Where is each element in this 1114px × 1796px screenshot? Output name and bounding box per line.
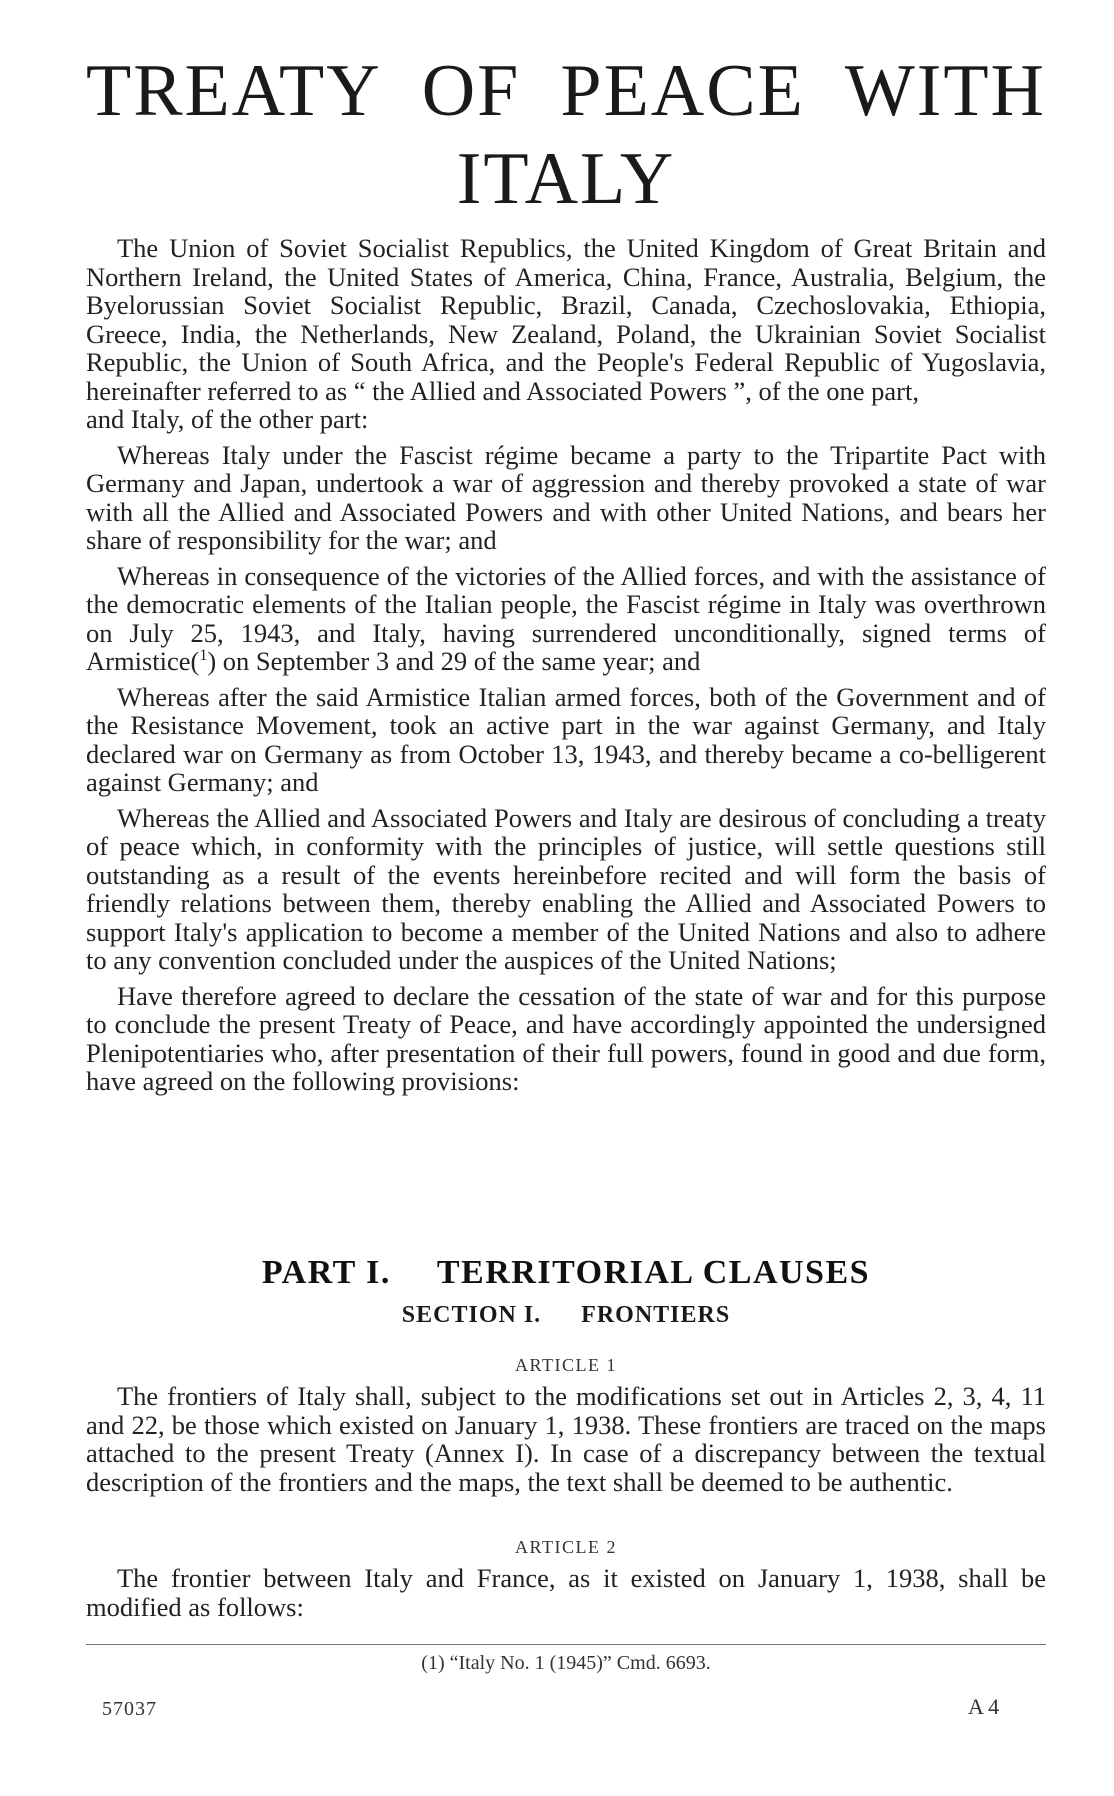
whereas-paragraph-1: Whereas Italy under the Fascist régime became a party to the Tripartite Pact with Germany and Japan, undertook a war of aggression and thereby provoked a state of war with all the Allied and Associated Powers and with other United Nations, and bears her share of responsibility for the war; and	[86, 439, 1046, 555]
article-2-heading: ARTICLE 2	[515, 1537, 617, 1557]
title-word: WITH	[844, 50, 1046, 132]
part-number: PART I.	[261, 1254, 391, 1291]
document-title-line-1	[86, 50, 1046, 132]
whereas-2-text: Whereas in consequence of the victories of the Allied forces, and with the assistance of the democratic elements of the Italian people, the Fascist régime in Italy was overthrown on July 25, 1943, and Italy, having surrendered unconditionally, signed terms of Armistice(	[86, 560, 1046, 676]
footnote-reference: 1	[199, 647, 208, 665]
preamble	[86, 234, 1046, 1096]
whereas-paragraph-2	[86, 562, 1046, 676]
preamble-parties-paragraph: The Union of Soviet Socialist Republics, the United Kingdom of Great Britain and Northern Ireland, the United States of America, China, France, Australia, Belgium, the Byelorussian Soviet Socialist Republic, Brazil, Canada, Czechoslovakia, Ethiopia, Greece, India, the Netherlands, New Zealand, Poland, the Ukrainian Soviet Socialist Republic, the Union of South Africa, and the People's Federal Republic of Yugoslavia, hereinafter referred to as “ the Allied and Associated Powers ”, of the one part,	[86, 233, 1046, 406]
footnote-marker: (1)	[421, 1652, 445, 1674]
article-2-text: The frontier between Italy and France, as it existed on January 1, 1938, shall be modified as follows:	[86, 1563, 1046, 1622]
footnote-divider	[86, 1644, 1046, 1645]
article-1-heading: ARTICLE 1	[515, 1355, 617, 1375]
section-heading	[86, 1302, 1046, 1329]
whereas-2-text-cont: ) on September 3 and 29 of the same year; and	[207, 646, 701, 676]
title-word: TREATY	[86, 50, 382, 132]
article-1-text: The frontiers of Italy shall, subject to the modifications set out in Articles 2, 3, 4, 11 and 22, be those which existed on January 1, 1938. These frontiers are traced on the maps attached to the present Treaty (Annex I). In case of a discrepancy between the textual description of the frontiers and the maps, the text shall be deemed to be authentic.	[86, 1381, 1046, 1497]
title-word: OF	[421, 50, 521, 132]
signature-mark: A 4	[968, 1694, 1000, 1719]
have-therefore-paragraph: Have therefore agreed to declare the cessation of the state of war and for this purpose to conclude the present Treaty of Peace, and have accordingly appointed the undersigned Plenipotentiaries who, after presentation of their full powers, found in good and due form, have agreed on the following provisions:	[86, 980, 1046, 1096]
footnote-text: “Italy No. 1 (1945)” Cmd. 6693.	[449, 1652, 711, 1674]
section-title: FRONTIERS	[581, 1302, 731, 1328]
part-title: TERRITORIAL CLAUSES	[436, 1254, 871, 1291]
section-number: SECTION I.	[401, 1302, 542, 1328]
article-1-body	[86, 1382, 1046, 1496]
title-word: PEACE	[560, 50, 805, 132]
whereas-paragraph-3: Whereas after the said Armistice Italian armed forces, both of the Government and of the Resistance Movement, took an active part in the war against Germany, and Italy declared war on Germany as from October 13, 1943, and thereby became a co-belligerent against Germany; and	[86, 681, 1046, 797]
part-heading	[86, 1254, 1046, 1292]
preamble-other-part: and Italy, of the other part:	[86, 404, 369, 434]
print-code: 57037	[102, 1698, 157, 1720]
footnote	[86, 1652, 1046, 1675]
whereas-paragraph-4: Whereas the Allied and Associated Powers and Italy are desirous of concluding a treaty of peace which, in conformity with the principles of justice, will settle questions still outstanding as a result of the events hereinbefore recited and will form the basis of friendly relations between them, thereby enabling the Allied and Associated Powers to support Italy's application to become a member of the United Nations and also to adhere to any convention concluded under the auspices of the United Nations;	[86, 802, 1046, 975]
document-title-line-2: ITALY	[456, 138, 676, 220]
article-2-body	[86, 1564, 1046, 1621]
